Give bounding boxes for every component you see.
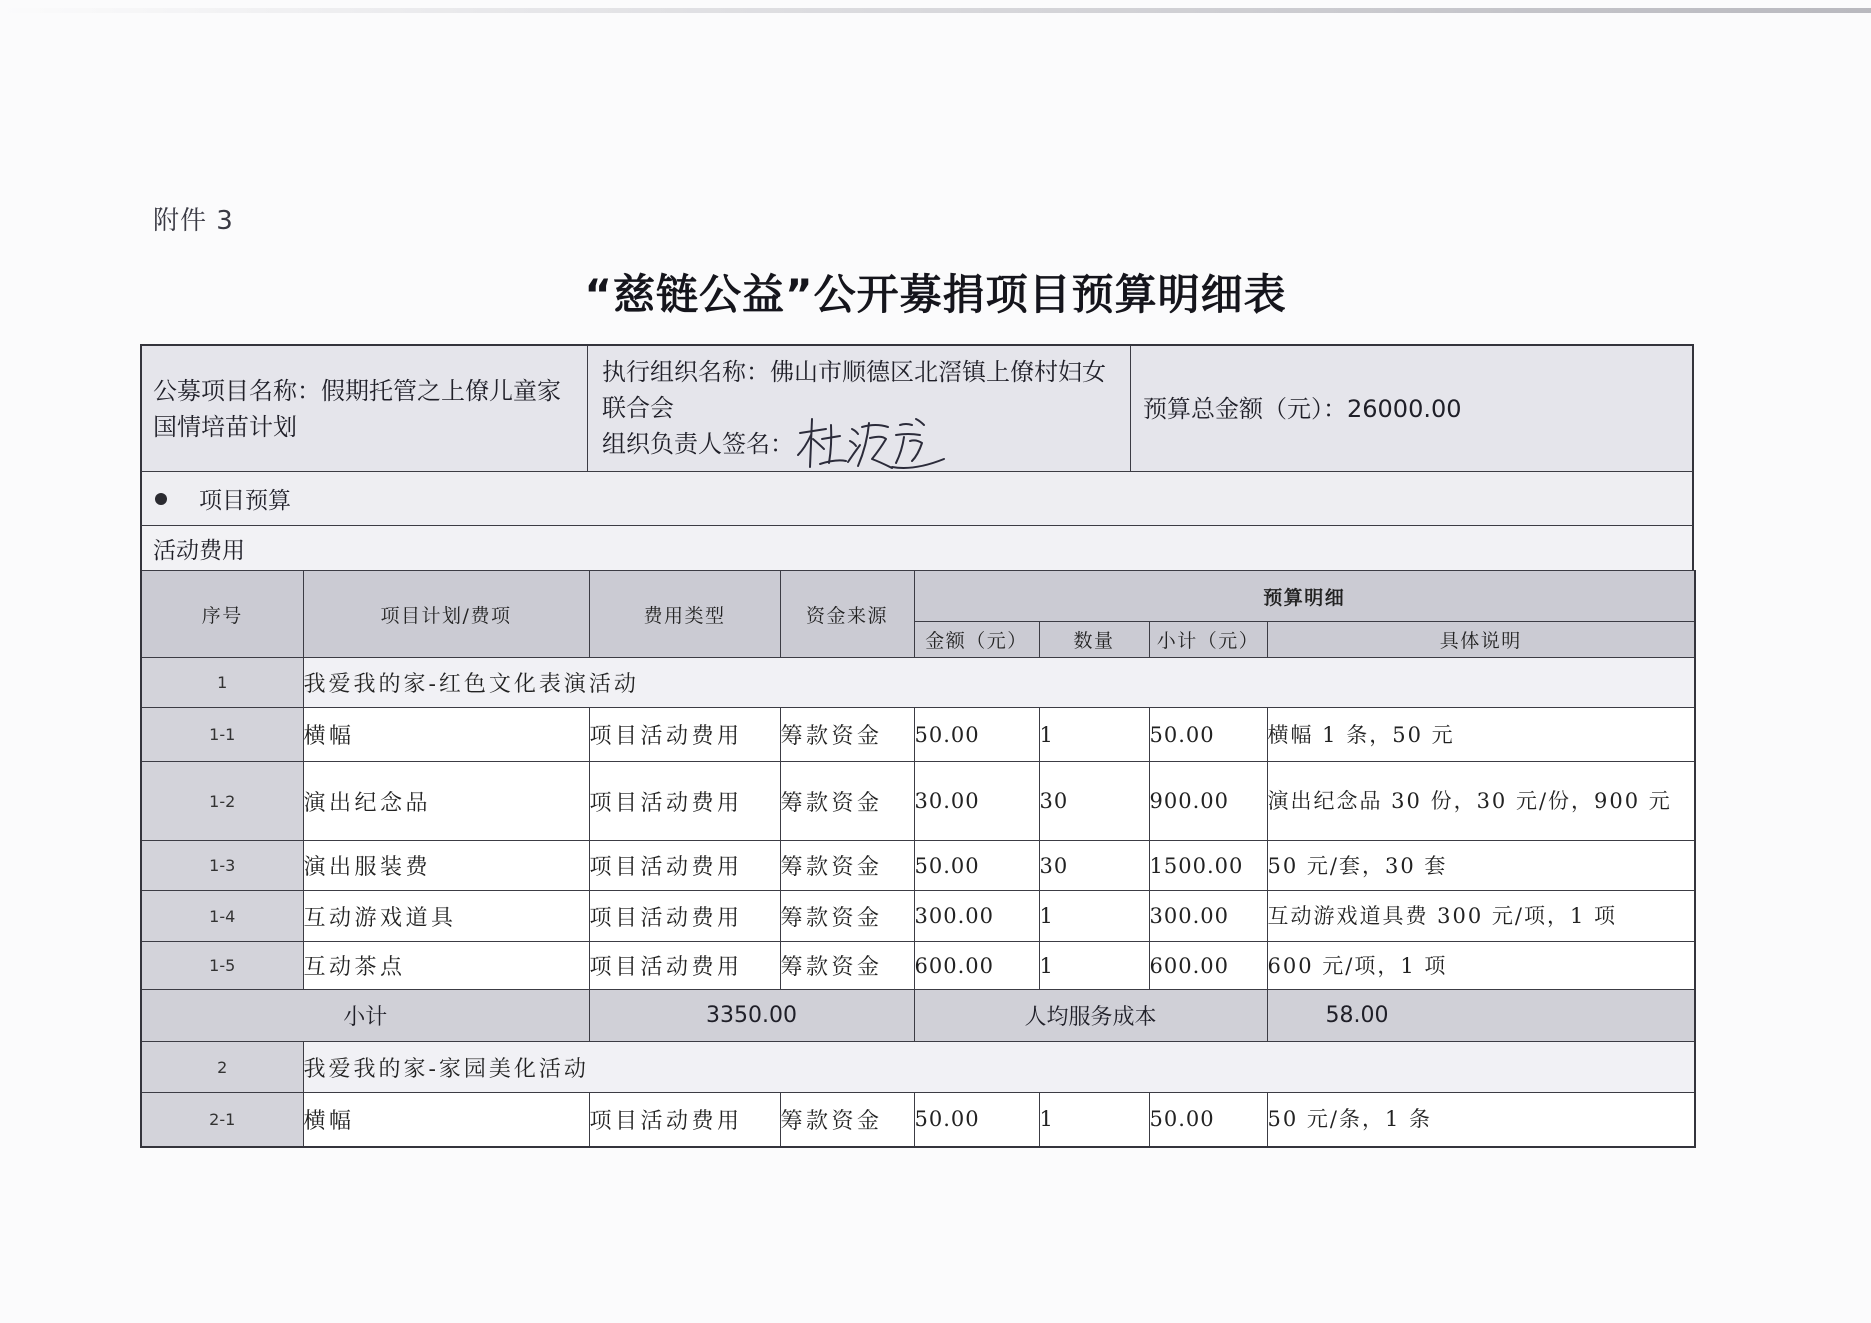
quantity: 30 [1039, 762, 1149, 841]
total-budget-value: 26000.00 [1347, 394, 1462, 423]
row-seq: 2-1 [141, 1093, 303, 1147]
column-header-description: 具体说明 [1267, 622, 1695, 658]
table-row [141, 841, 1695, 891]
description: 50 元/条，1 条 [1267, 1093, 1695, 1147]
project-info-block [140, 344, 1694, 472]
total-budget-cell [1131, 346, 1692, 471]
unit-price: 600.00 [914, 942, 1039, 990]
group-row [141, 658, 1695, 708]
bullet-icon [155, 493, 167, 505]
table-row [141, 1093, 1695, 1147]
group-name: 我爱我的家-红色文化表演活动 [303, 658, 1695, 708]
column-header-fund-source: 资金来源 [780, 571, 914, 658]
signer-line [602, 426, 1122, 463]
per-capita-label: 人均服务成本 [914, 990, 1267, 1042]
line-subtotal: 900.00 [1149, 762, 1267, 841]
section-activity-cost [140, 526, 1694, 570]
handwritten-signature [796, 415, 948, 473]
fund-source: 筹款资金 [780, 891, 914, 942]
line-subtotal: 1500.00 [1149, 841, 1267, 891]
table-header-row [141, 571, 1695, 622]
project-name-label: 公募项目名称： [153, 376, 321, 405]
table-row [141, 762, 1695, 841]
unit-price: 50.00 [914, 841, 1039, 891]
unit-price: 300.00 [914, 891, 1039, 942]
item-name: 互动茶点 [303, 942, 589, 990]
fund-source: 筹款资金 [780, 708, 914, 762]
unit-price: 50.00 [914, 1093, 1039, 1147]
scan-edge [0, 8, 1871, 13]
organization-cell [588, 346, 1131, 471]
org-name: 佛山市顺德区北滘镇上僚村妇女联合会 [602, 358, 1106, 422]
attachment-label: 附件 3 [153, 206, 234, 236]
fee-type: 项目活动费用 [589, 942, 780, 990]
quantity: 1 [1039, 1093, 1149, 1147]
quantity: 1 [1039, 891, 1149, 942]
budget-sheet [140, 344, 1694, 1148]
quantity: 1 [1039, 708, 1149, 762]
project-name-cell [142, 346, 588, 471]
group-number: 2 [141, 1042, 303, 1093]
line-subtotal: 50.00 [1149, 1093, 1267, 1147]
description: 演出纪念品 30 份，30 元/份，900 元 [1267, 762, 1695, 841]
row-seq: 1-2 [141, 762, 303, 841]
item-name: 互动游戏道具 [303, 891, 589, 942]
group-number: 1 [141, 658, 303, 708]
budget-table [140, 570, 1696, 1148]
line-subtotal: 50.00 [1149, 708, 1267, 762]
fund-source: 筹款资金 [780, 762, 914, 841]
column-header-seq: 序号 [141, 571, 303, 658]
group-name: 我爱我的家-家园美化活动 [303, 1042, 1695, 1093]
per-capita-cost: 58.00 [1267, 990, 1695, 1042]
page-title: “慈链公益”公开募捐项目预算明细表 [584, 270, 1287, 319]
table-row [141, 708, 1695, 762]
description: 50 元/套，30 套 [1267, 841, 1695, 891]
fee-type: 项目活动费用 [589, 762, 780, 841]
total-budget-label: 预算总金额（元）： [1143, 394, 1347, 423]
column-header-fee-type: 费用类型 [589, 571, 780, 658]
column-header-budget-detail: 预算明细 [914, 571, 1695, 622]
signer-label: 组织负责人签名： [602, 430, 794, 458]
item-name: 横幅 [303, 1093, 589, 1147]
total-budget-text [1143, 391, 1680, 427]
project-name-text [153, 373, 577, 445]
item-name: 演出服装费 [303, 841, 589, 891]
section-category-label: 活动费用 [153, 537, 245, 564]
column-header-quantity: 数量 [1039, 622, 1149, 658]
table-row [141, 942, 1695, 990]
row-seq: 1-3 [141, 841, 303, 891]
project-name: 假期托管之上僚儿童家国情培苗计划 [153, 376, 561, 441]
section-budget-label: 项目预算 [199, 488, 291, 514]
subtotal-amount: 3350.00 [589, 990, 914, 1042]
table-row [141, 891, 1695, 942]
fund-source: 筹款资金 [780, 942, 914, 990]
fee-type: 项目活动费用 [589, 891, 780, 942]
item-name: 横幅 [303, 708, 589, 762]
fund-source: 筹款资金 [780, 1093, 914, 1147]
description: 600 元/项，1 项 [1267, 942, 1695, 990]
fee-type: 项目活动费用 [589, 1093, 780, 1147]
unit-price: 50.00 [914, 708, 1039, 762]
quantity: 30 [1039, 841, 1149, 891]
quantity: 1 [1039, 942, 1149, 990]
fee-type: 项目活动费用 [589, 841, 780, 891]
row-seq: 1-1 [141, 708, 303, 762]
column-header-unit-price: 金额（元） [914, 622, 1039, 658]
column-header-subtotal: 小计（元） [1149, 622, 1267, 658]
group-row [141, 1042, 1695, 1093]
row-seq: 1-5 [141, 942, 303, 990]
fund-source: 筹款资金 [780, 841, 914, 891]
column-header-item: 项目计划/费项 [303, 571, 589, 658]
unit-price: 30.00 [914, 762, 1039, 841]
subtotal-row [141, 990, 1695, 1042]
description: 互动游戏道具费 300 元/项，1 项 [1267, 891, 1695, 942]
org-name-label: 执行组织名称： [602, 358, 770, 386]
line-subtotal: 600.00 [1149, 942, 1267, 990]
description: 横幅 1 条，50 元 [1267, 708, 1695, 762]
item-name: 演出纪念品 [303, 762, 589, 841]
subtotal-label: 小计 [141, 990, 589, 1042]
section-project-budget [140, 472, 1694, 526]
row-seq: 1-4 [141, 891, 303, 942]
line-subtotal: 300.00 [1149, 891, 1267, 942]
fee-type: 项目活动费用 [589, 708, 780, 762]
